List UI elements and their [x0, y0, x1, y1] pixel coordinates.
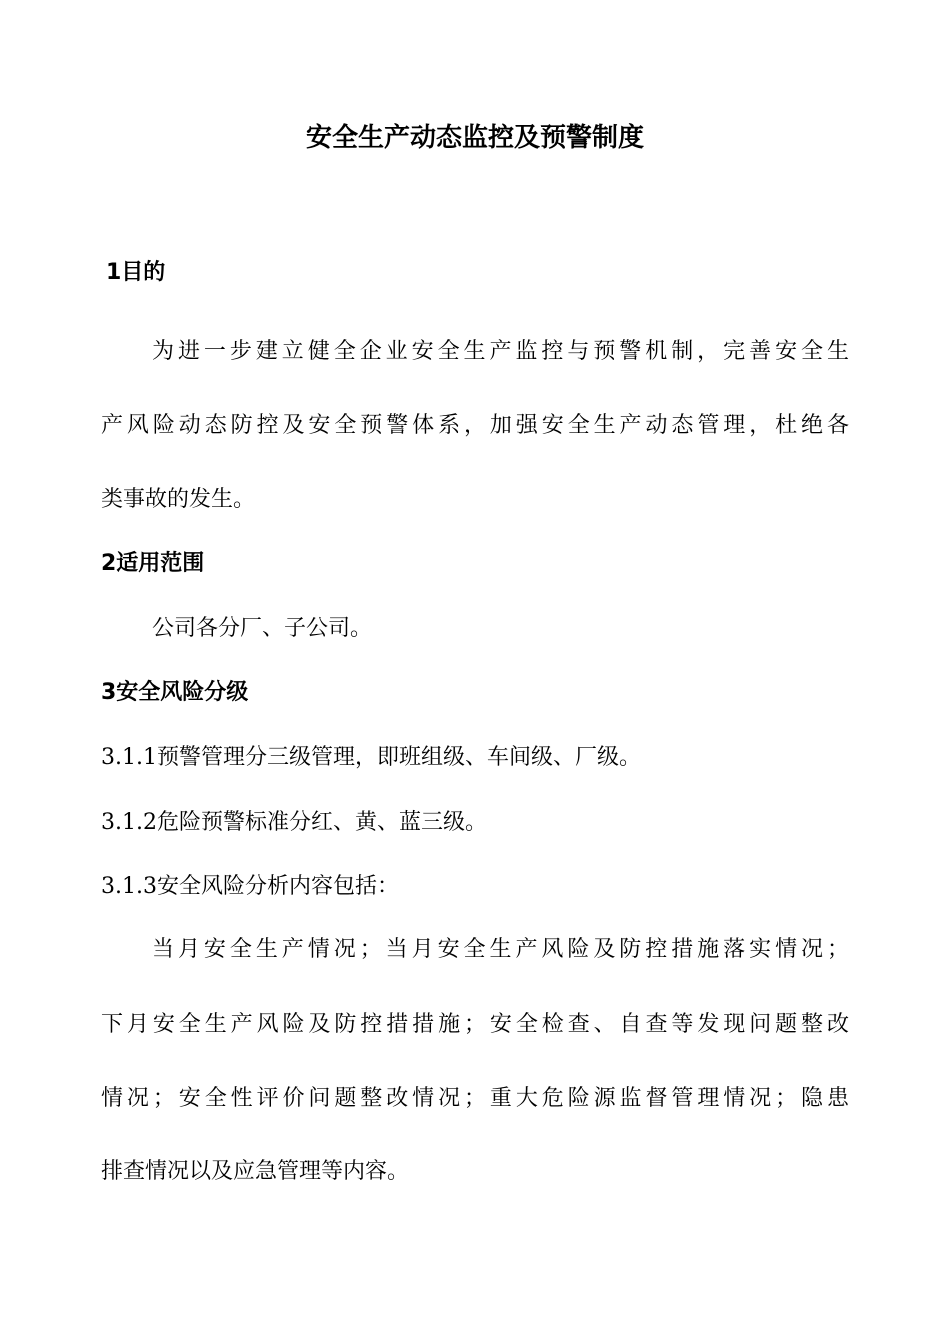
section-heading-purpose: 1目的	[106, 260, 166, 285]
paragraph-line: 情况；安全性评价问题整改情况；重大危险源监督管理情况；隐患	[101, 1086, 849, 1111]
list-item: 3.1.3安全风险分析内容包括：	[101, 874, 399, 899]
paragraph-line: 产风险动态防控及安全预警体系，加强安全生产动态管理，杜绝各	[101, 413, 849, 438]
paragraph-line: 排查情况以及应急管理等内容。	[101, 1159, 410, 1184]
list-item: 3.1.2危险预警标准分红、黄、蓝三级。	[101, 810, 487, 835]
paragraph-line: 当月安全生产情况；当月安全生产风险及防控措施落实情况；	[152, 937, 849, 962]
section-heading-risk-levels: 3安全风险分级	[101, 680, 249, 705]
section-heading-scope: 2适用范围	[101, 551, 205, 576]
paragraph-line: 为进一步建立健全企业安全生产监控与预警机制，完善安全生	[152, 339, 849, 364]
list-item: 3.1.1预警管理分三级管理，即班组级、车间级、厂级。	[101, 745, 641, 770]
paragraph-line: 公司各分厂、子公司。	[152, 616, 373, 641]
document-title: 安全生产动态监控及预警制度	[305, 123, 644, 153]
paragraph-line: 类事故的发生。	[101, 487, 256, 512]
paragraph-line: 下月安全生产风险及防控措措施；安全检查、自查等发现问题整改	[101, 1012, 849, 1037]
